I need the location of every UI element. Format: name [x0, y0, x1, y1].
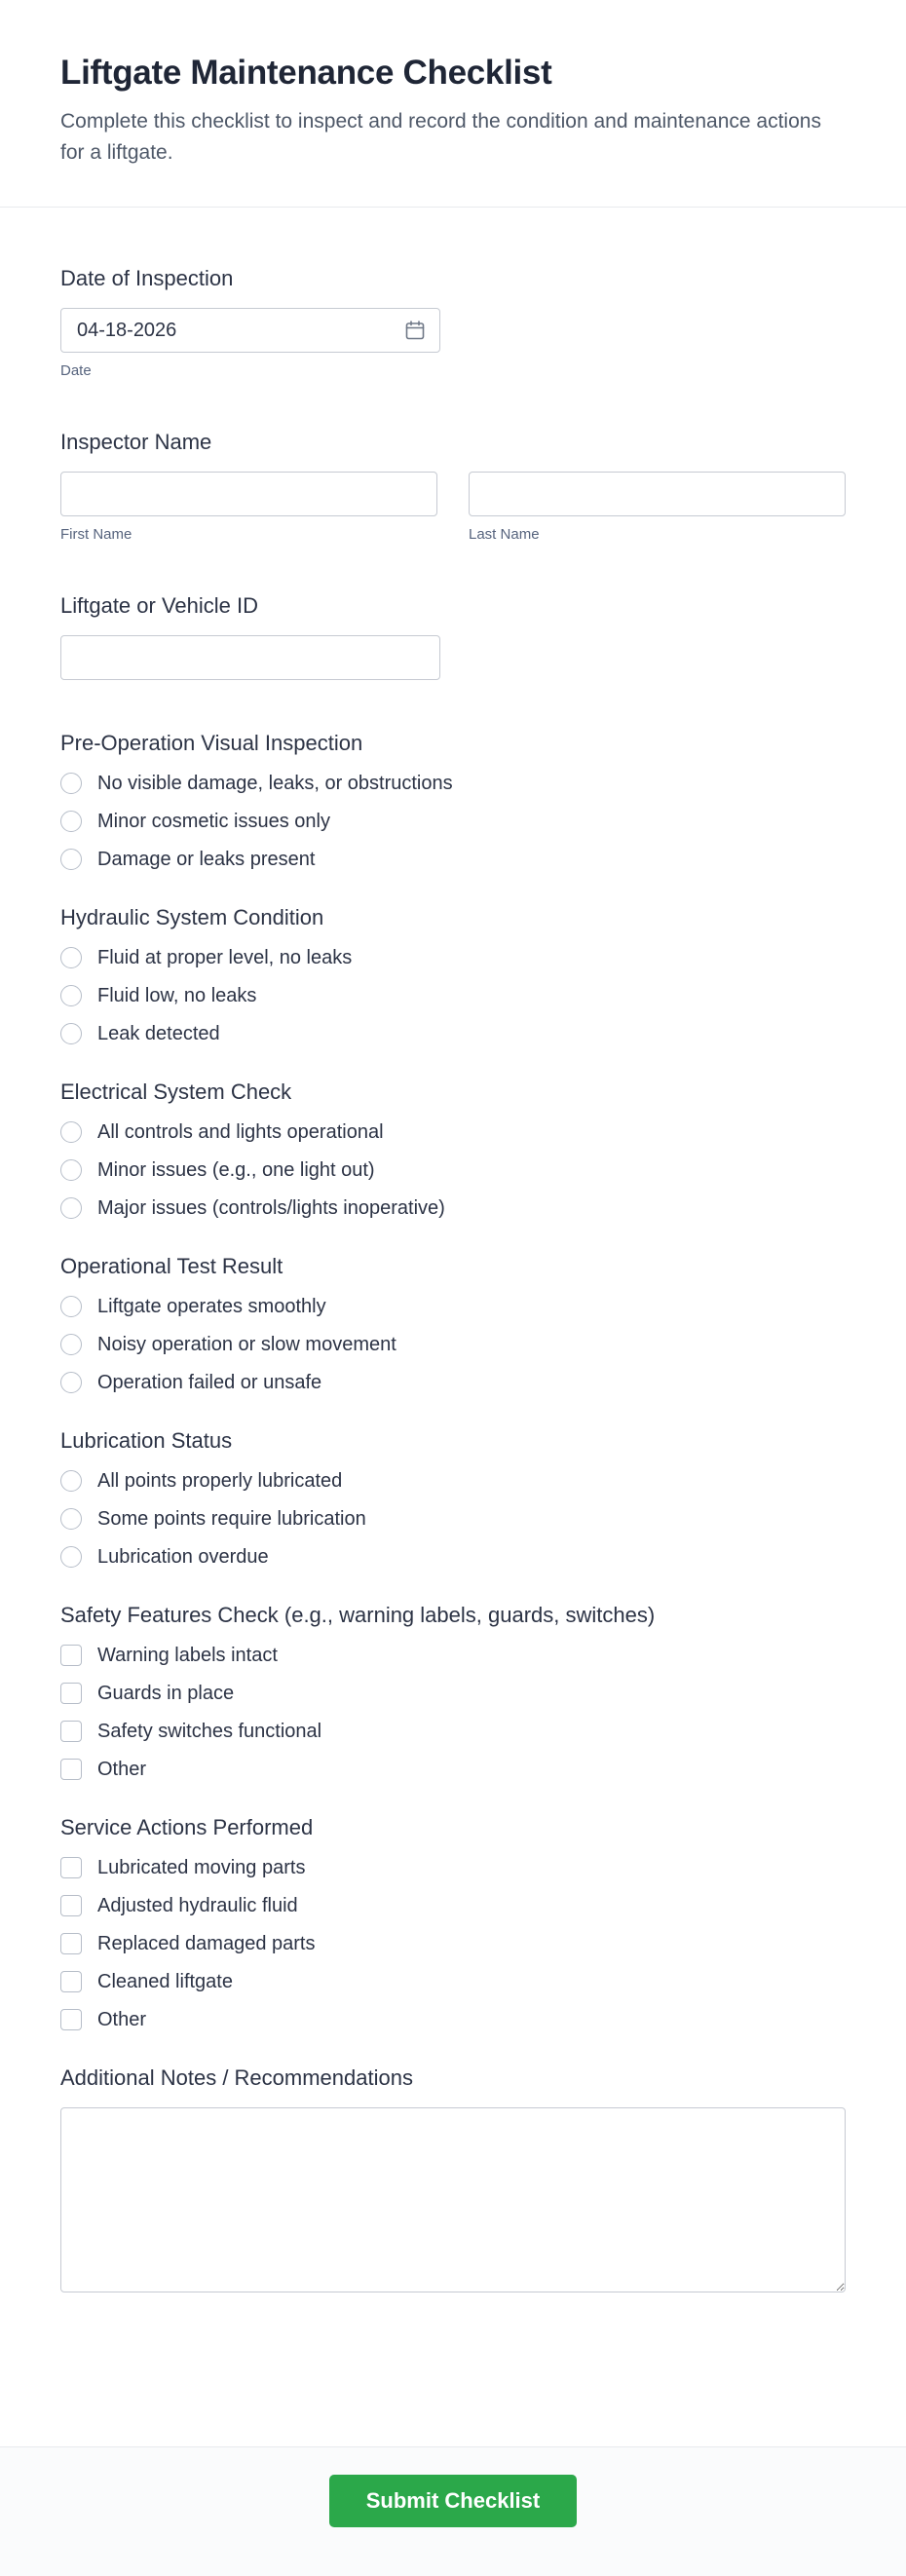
checkbox-group-service-actions-performed	[60, 1815, 846, 2030]
radio-group-pre-operation-visual-inspection	[60, 731, 846, 870]
checkbox-group-safety-features-check-e-g-warning-labels	[60, 1603, 846, 1780]
radio-button[interactable]	[60, 1334, 82, 1355]
form-footer	[0, 2446, 906, 2576]
checkbox-option-replaced-damaged-parts[interactable]	[60, 1933, 846, 1954]
radio-button[interactable]	[60, 1470, 82, 1492]
field-label: Liftgate or Vehicle ID	[60, 593, 259, 618]
option-label: Other	[97, 2009, 147, 2030]
checkbox-groups-container	[60, 1603, 846, 2030]
radio-option-liftgate-operates-smoothly[interactable]	[60, 1296, 846, 1317]
radio-button[interactable]	[60, 1508, 82, 1530]
radio-option-major-issues-controls-lights-inoperative[interactable]	[60, 1197, 846, 1219]
field-label: Inspector Name	[60, 430, 212, 454]
radio-option-fluid-low-no-leaks[interactable]	[60, 985, 846, 1006]
radio-button[interactable]	[60, 1159, 82, 1181]
checkbox[interactable]	[60, 1721, 82, 1742]
date-input-wrap	[60, 308, 440, 353]
checkbox-option-warning-labels-intact[interactable]	[60, 1645, 846, 1666]
checkbox[interactable]	[60, 1759, 82, 1780]
field-label: Date of Inspection	[60, 266, 234, 290]
option-label: No visible damage, leaks, or obstructions	[97, 773, 453, 794]
checkbox[interactable]	[60, 1683, 82, 1704]
option-label: Lubrication overdue	[97, 1546, 269, 1568]
option-label: Cleaned liftgate	[97, 1971, 233, 1992]
submit-button[interactable]: Submit Checklist	[329, 2475, 577, 2527]
radio-button[interactable]	[60, 947, 82, 968]
checkbox-option-guards-in-place[interactable]	[60, 1683, 846, 1704]
radio-group-operational-test-result	[60, 1254, 846, 1393]
option-label: Replaced damaged parts	[97, 1933, 316, 1954]
checkbox[interactable]	[60, 1895, 82, 1916]
group-label: Operational Test Result	[60, 1254, 283, 1278]
checkbox[interactable]	[60, 1933, 82, 1954]
radio-button[interactable]	[60, 1023, 82, 1044]
option-label: Warning labels intact	[97, 1645, 278, 1666]
option-label: Major issues (controls/lights inoperative)	[97, 1197, 445, 1219]
option-label: All points properly lubricated	[97, 1470, 343, 1492]
radio-option-all-points-properly-lubricated[interactable]	[60, 1470, 846, 1492]
option-label: Damage or leaks present	[97, 849, 316, 870]
first-name-sublabel: First Name	[60, 526, 132, 543]
radio-button[interactable]	[60, 1121, 82, 1143]
option-label: Minor issues (e.g., one light out)	[97, 1159, 375, 1181]
field-label: Additional Notes / Recommendations	[60, 2065, 413, 2090]
radio-button[interactable]	[60, 811, 82, 832]
option-label: Fluid low, no leaks	[97, 985, 257, 1006]
option-label: Leak detected	[97, 1023, 220, 1044]
option-label: All controls and lights operational	[97, 1121, 384, 1143]
radio-option-no-visible-damage-leaks-or-obstructions[interactable]	[60, 773, 846, 794]
radio-button[interactable]	[60, 1372, 82, 1393]
checkbox-option-other[interactable]	[60, 1759, 846, 1780]
radio-option-damage-or-leaks-present[interactable]	[60, 849, 846, 870]
radio-button[interactable]	[60, 1197, 82, 1219]
radio-option-all-controls-and-lights-operational[interactable]	[60, 1121, 846, 1143]
first-name-col	[60, 472, 437, 543]
name-row	[60, 472, 846, 543]
option-label: Noisy operation or slow movement	[97, 1334, 396, 1355]
radio-option-leak-detected[interactable]	[60, 1023, 846, 1044]
radio-button[interactable]	[60, 1546, 82, 1568]
checkbox[interactable]	[60, 1857, 82, 1878]
group-label: Safety Features Check (e.g., warning labels, guards, switches)	[60, 1603, 656, 1627]
option-label: Minor cosmetic issues only	[97, 811, 330, 832]
radio-option-noisy-operation-or-slow-movement[interactable]	[60, 1334, 846, 1355]
radio-button[interactable]	[60, 985, 82, 1006]
checkbox[interactable]	[60, 2009, 82, 2030]
additional-notes-field	[60, 2065, 846, 2297]
notes-textarea[interactable]	[60, 2107, 846, 2292]
option-label: Liftgate operates smoothly	[97, 1296, 326, 1317]
inspector-name-field	[60, 430, 846, 543]
group-label: Hydraulic System Condition	[60, 905, 324, 929]
radio-button[interactable]	[60, 849, 82, 870]
checkbox-option-other[interactable]	[60, 2009, 846, 2030]
checkbox-option-lubricated-moving-parts[interactable]	[60, 1857, 846, 1878]
option-label: Some points require lubrication	[97, 1508, 366, 1530]
option-label: Safety switches functional	[97, 1721, 322, 1742]
form-description: Complete this checklist to inspect and record the condition and maintenance actions for a liftgate.	[60, 110, 821, 164]
vehicle-id-field	[60, 593, 846, 680]
radio-option-some-points-require-lubrication[interactable]	[60, 1508, 846, 1530]
checkbox-option-cleaned-liftgate[interactable]	[60, 1971, 846, 1992]
radio-group-lubrication-status	[60, 1428, 846, 1568]
first-name-input[interactable]	[60, 472, 437, 516]
group-label: Pre-Operation Visual Inspection	[60, 731, 363, 755]
radio-group-hydraulic-system-condition	[60, 905, 846, 1044]
page-title: Liftgate Maintenance Checklist	[60, 54, 552, 92]
radio-option-minor-issues-e-g-one-light-out[interactable]	[60, 1159, 846, 1181]
vehicle-id-input[interactable]	[60, 635, 440, 680]
checkbox-option-safety-switches-functional[interactable]	[60, 1721, 846, 1742]
last-name-input[interactable]	[469, 472, 846, 516]
radio-option-lubrication-overdue[interactable]	[60, 1546, 846, 1568]
option-label: Guards in place	[97, 1683, 235, 1704]
option-label: Adjusted hydraulic fluid	[97, 1895, 298, 1916]
group-label: Electrical System Check	[60, 1080, 292, 1104]
group-label: Service Actions Performed	[60, 1815, 314, 1839]
option-label: Fluid at proper level, no leaks	[97, 947, 353, 968]
radio-groups-container	[60, 731, 846, 1568]
option-label: Other	[97, 1759, 147, 1780]
checkbox[interactable]	[60, 1645, 82, 1666]
checkbox-option-adjusted-hydraulic-fluid[interactable]	[60, 1895, 846, 1916]
radio-button[interactable]	[60, 773, 82, 794]
group-label: Lubrication Status	[60, 1428, 233, 1453]
date-of-inspection-field	[60, 266, 846, 379]
radio-button[interactable]	[60, 1296, 82, 1317]
form-header	[0, 0, 906, 208]
radio-option-fluid-at-proper-level-no-leaks[interactable]	[60, 947, 846, 968]
radio-option-minor-cosmetic-issues-only[interactable]	[60, 811, 846, 832]
radio-group-electrical-system-check	[60, 1080, 846, 1219]
calendar-icon[interactable]	[403, 319, 427, 342]
form-body	[0, 208, 906, 2446]
last-name-sublabel: Last Name	[469, 526, 540, 543]
date-sublabel: Date	[60, 362, 92, 379]
option-label: Lubricated moving parts	[97, 1857, 306, 1878]
option-label: Operation failed or unsafe	[97, 1372, 322, 1393]
checkbox[interactable]	[60, 1971, 82, 1992]
last-name-col	[469, 472, 846, 543]
radio-option-operation-failed-or-unsafe[interactable]	[60, 1372, 846, 1393]
date-input[interactable]	[60, 308, 440, 353]
